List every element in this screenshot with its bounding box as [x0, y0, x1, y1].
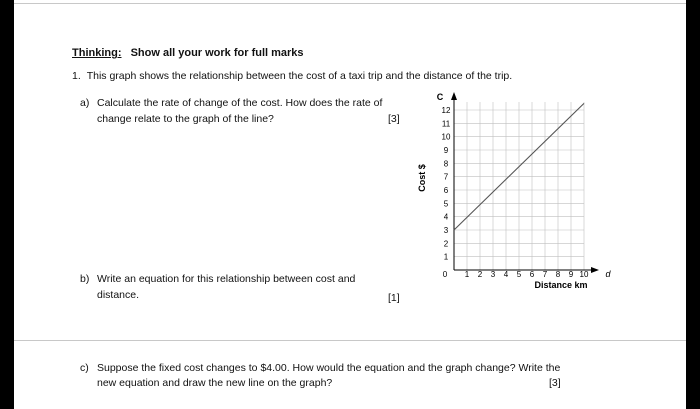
y-axis-arrowhead — [451, 92, 457, 100]
x-axis-title: Distance km — [534, 280, 588, 290]
part-c-line2: new equation and draw the new line on the graph? — [97, 377, 333, 389]
part-b-line1: Write an equation for this relationship between cost and — [97, 273, 356, 285]
x-tick-label: 2 — [477, 270, 483, 279]
instructions-text: Show all your work for full marks — [130, 47, 304, 59]
y-tick-label: 2 — [443, 239, 449, 249]
y-tick-label: 9 — [443, 146, 449, 155]
question-1-intro — [72, 70, 512, 83]
divider-top — [14, 3, 686, 4]
x-tick-label: 10 — [579, 270, 589, 279]
part-a-line2: change relate to the graph of the line? — [97, 113, 274, 125]
part-c-line1: Suppose the fixed cost changes to $4.00. How would the equation and the graph change? Write the — [97, 362, 561, 374]
y-tick-label: 3 — [443, 226, 449, 235]
part-b-letter: b) — [80, 273, 90, 285]
x-axis-arrowhead — [591, 267, 599, 273]
part-c-marks: [3] — [549, 377, 561, 389]
y-tick-label: 5 — [443, 199, 449, 209]
part-b-marks: [1] — [388, 292, 400, 304]
chart-tick-labels — [442, 106, 589, 279]
divider-bottom — [14, 340, 686, 341]
chart-axes — [451, 92, 599, 273]
x-tick-label: 9 — [568, 270, 574, 279]
x-tick-label: 5 — [516, 270, 522, 279]
x-tick-label: 4 — [503, 270, 509, 279]
y-tick-label: 6 — [443, 186, 449, 195]
question-text: This graph shows the relationship between the cost of a taxi trip and the distance of the trip. — [86, 70, 513, 82]
x-tick-label: 8 — [555, 270, 561, 279]
origin-label: 0 — [442, 270, 448, 279]
worksheet-page — [14, 0, 686, 409]
thinking-label: Thinking: — [72, 47, 122, 59]
y-tick-label: 10 — [441, 132, 451, 142]
instructions-heading — [72, 47, 304, 60]
part-a-line1: Calculate the rate of change of the cost. How does the rate of — [97, 97, 383, 109]
part-a-letter: a) — [80, 97, 90, 109]
part-b-line2: distance. — [97, 289, 140, 301]
y-tick-label: 4 — [443, 212, 449, 222]
part-c-letter: c) — [80, 362, 89, 374]
y-tick-label: 7 — [443, 172, 449, 182]
y-tick-label: 8 — [443, 159, 449, 169]
x-tick-label: 7 — [542, 270, 548, 279]
x-tick-label: 1 — [464, 270, 470, 279]
question-number: 1. — [72, 70, 81, 82]
x-tick-label: 6 — [529, 270, 535, 279]
y-tick-label: 12 — [441, 106, 451, 115]
x-tick-label: 3 — [490, 270, 496, 279]
y-tick-label: 1 — [443, 252, 449, 262]
part-a-marks: [3] — [388, 113, 400, 125]
y-axis-title: Cost $ — [417, 164, 427, 192]
y-axis-letter: C — [436, 92, 444, 102]
y-tick-label: 11 — [441, 119, 451, 129]
chart-grid — [454, 102, 584, 270]
x-axis-letter: d — [605, 269, 611, 279]
taxi-cost-chart — [394, 86, 611, 296]
